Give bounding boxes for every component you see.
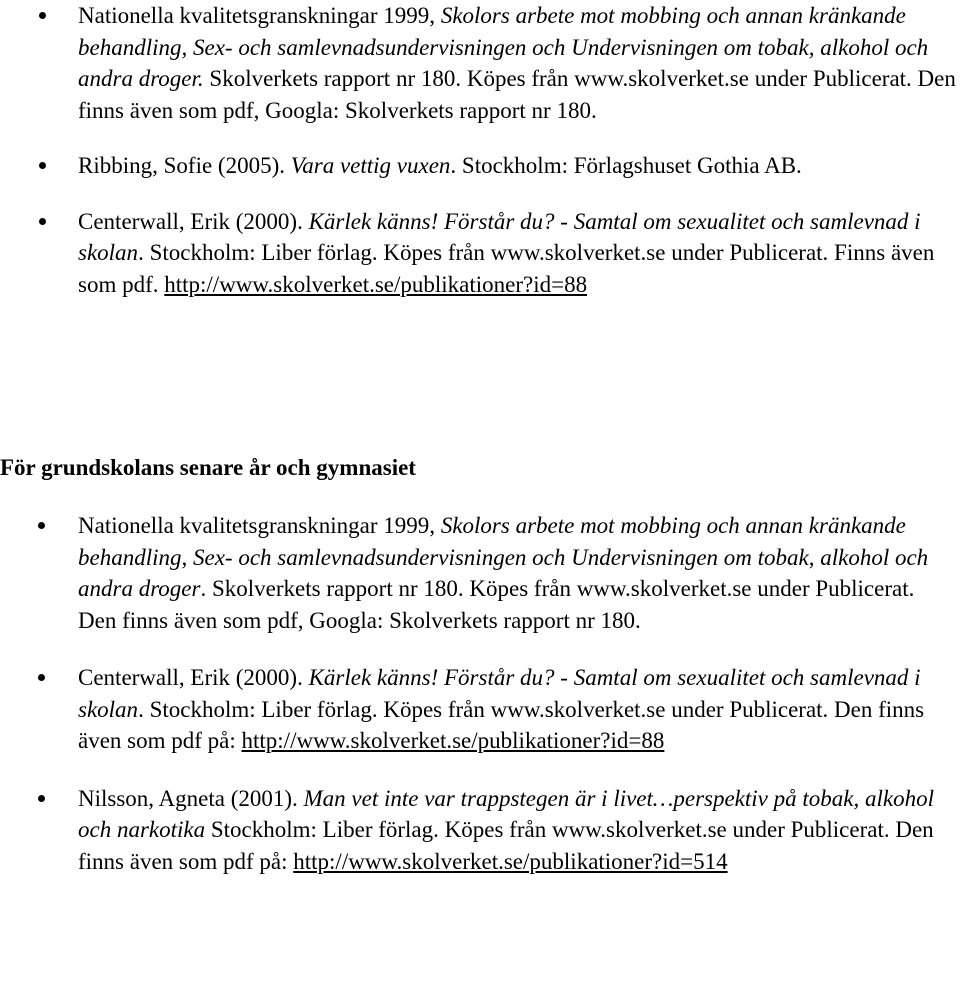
reference-list-2 xyxy=(0,510,960,877)
reference-list-1 xyxy=(0,0,960,300)
reference-title: Man vet inte var trappstegen är i livet…perspektiv på tobak, alkohol och narkotika xyxy=(78,785,934,842)
reference-text: Nationella kvalitetsgranskningar 1999, xyxy=(78,3,441,28)
reference-entry xyxy=(78,206,956,301)
reference-entry xyxy=(78,0,956,126)
list-item xyxy=(0,0,960,126)
reference-title: Skolors arbete mot mobbing och annan kränkande behandling, Sex- och samlevnadsundervisningen och Undervisningen om tobak, alkohol och andra droger. xyxy=(78,3,929,91)
reference-text: . Stockholm: Liber förlag. Köpes från www.skolverket.se under Publicerat. Finns även som pdf. xyxy=(78,240,935,297)
reference-title: Vara vettig vuxen xyxy=(290,153,451,178)
reference-text: . Stockholm: Liber förlag. Köpes från www.skolverket.se under Publicerat. Den finns även som pdf på: xyxy=(78,696,925,753)
bullet-icon xyxy=(38,795,45,802)
list-item xyxy=(0,662,960,757)
list-item xyxy=(0,783,960,878)
reference-text: Nationella kvalitetsgranskningar 1999, xyxy=(78,513,441,538)
publication-link[interactable]: http://www.skolverket.se/publikationer?id=88 xyxy=(241,728,665,753)
reference-entry xyxy=(78,510,956,636)
bullet-icon xyxy=(38,522,45,529)
reference-text: Centerwall, Erik (2000). xyxy=(78,208,309,234)
list-item xyxy=(0,510,960,636)
reference-title: Skolors arbete mot mobbing och annan kränkande behandling, Sex- och samlevnadsundervisningen och Undervisningen om tobak, alkohol och andra droger xyxy=(78,513,929,601)
bullet-icon xyxy=(38,674,45,681)
reference-entry xyxy=(78,783,956,878)
reference-text: Skolverkets rapport nr 180. Köpes från www.skolverket.se under Publicerat. Den finns även som pdf, Googla: Skolverkets rapport nr 180. xyxy=(78,66,956,123)
publication-link[interactable]: http://www.skolverket.se/publikationer?id=514 xyxy=(293,848,728,874)
reference-text: Ribbing, Sofie (2005). xyxy=(78,153,291,178)
reference-title: Kärlek känns! Förstår du? - Samtal om sexualitet och samlevnad i skolan xyxy=(78,208,921,265)
bullet-icon xyxy=(39,12,46,19)
reference-entry xyxy=(78,150,956,182)
reference-title: Kärlek känns! Förstår du? - Samtal om sexualitet och samlevnad i skolan xyxy=(78,665,921,722)
bullet-icon xyxy=(39,162,46,169)
reference-text: . Skolverkets rapport nr 180. Köpes från www.skolverket.se under Publicerat. Den finns även som pdf, Googla: Skolverkets rapport nr 180. xyxy=(78,576,915,633)
reference-text: Stockholm: Liber förlag. Köpes från www.skolverket.se under Publicerat. Den finns även som pdf på: xyxy=(78,817,934,874)
reference-entry xyxy=(78,662,956,757)
list-item xyxy=(0,206,960,301)
section-heading: För grundskolans senare år och gymnasiet xyxy=(0,455,416,480)
reference-text: Centerwall, Erik (2000). xyxy=(78,665,309,690)
reference-text: . Stockholm: Förlagshuset Gothia AB. xyxy=(450,153,802,178)
list-item xyxy=(0,150,960,182)
bullet-icon xyxy=(39,218,46,225)
publication-link[interactable]: http://www.skolverket.se/publikationer?id=88 xyxy=(164,271,588,297)
reference-text: Nilsson, Agneta (2001). xyxy=(78,785,304,811)
